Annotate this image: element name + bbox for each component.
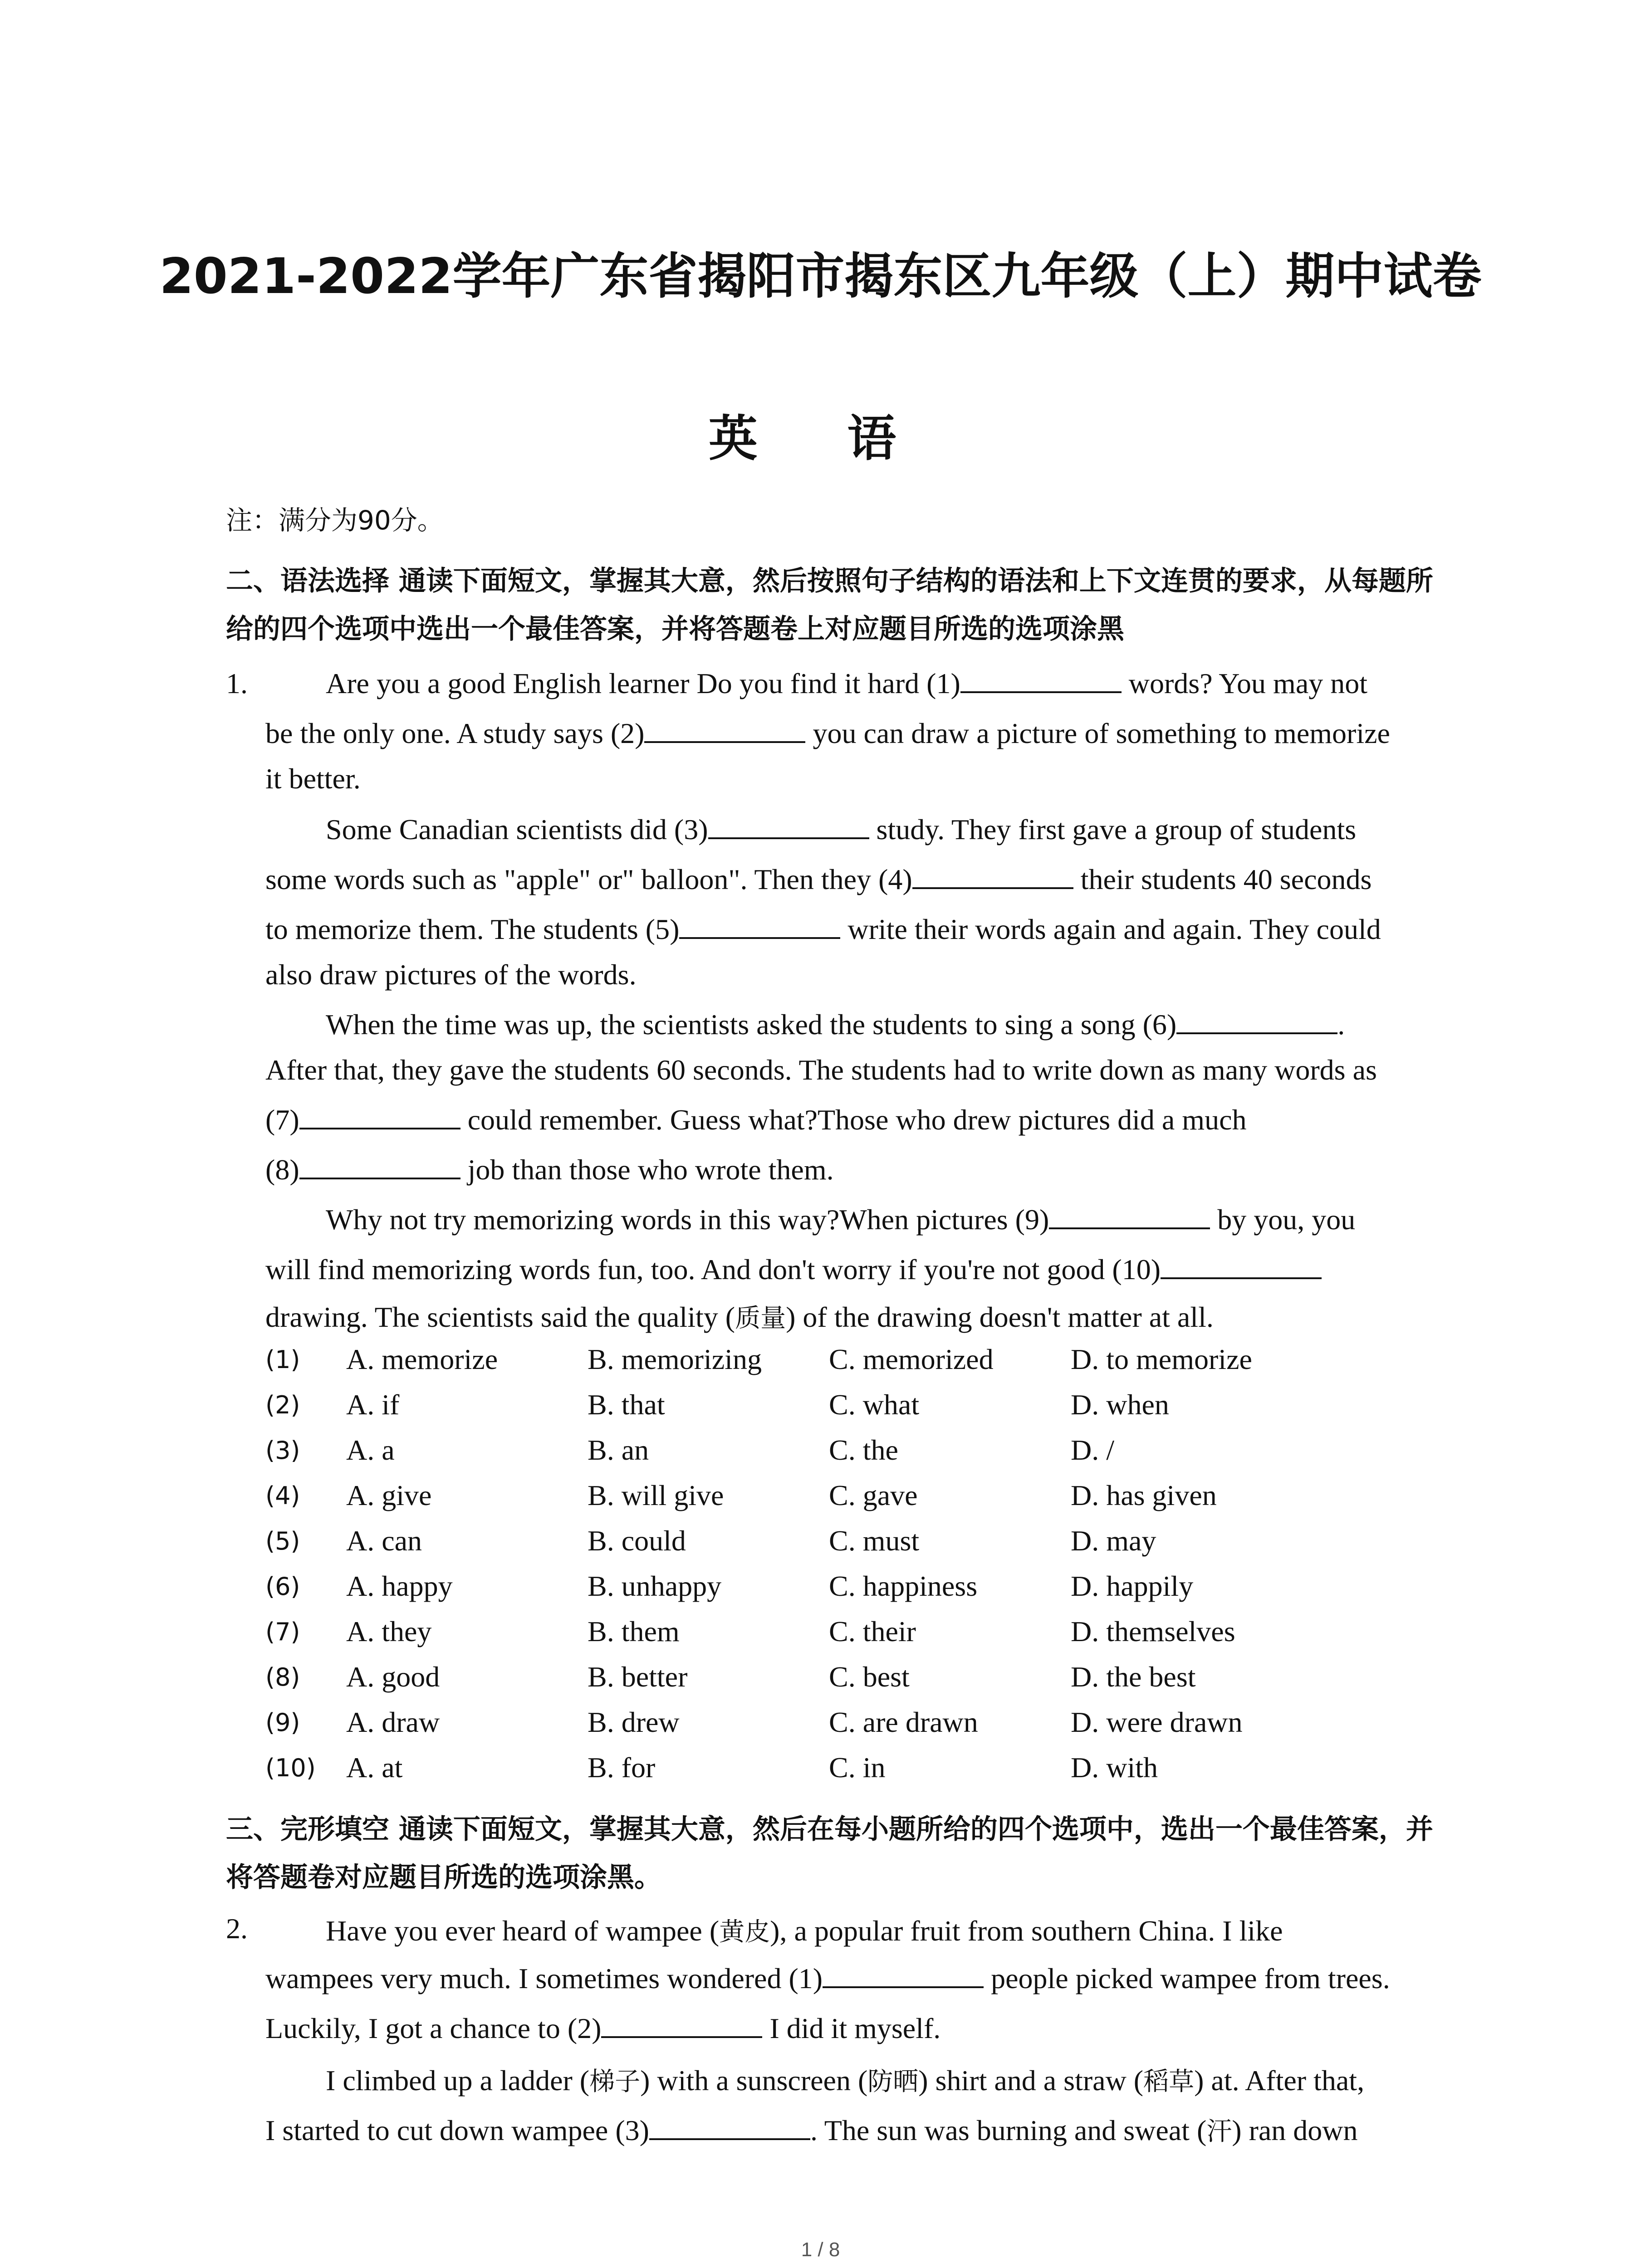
question-number: 2. (226, 1912, 248, 1945)
passage-text: ) ran down (1232, 2114, 1358, 2146)
option-number: (10) (265, 1754, 316, 1782)
option-choice-d[interactable]: D. to memorize (1071, 1343, 1252, 1375)
option-choice-c[interactable]: C. happiness (829, 1570, 978, 1602)
option-choice-d[interactable]: D. themselves (1071, 1615, 1235, 1647)
passage-line (265, 717, 1390, 750)
option-number: (7) (265, 1618, 300, 1646)
chinese-gloss: 梯子 (589, 2067, 641, 2097)
passage-line (265, 863, 1372, 896)
option-choice-b[interactable]: B. could (588, 1525, 686, 1557)
option-number: (1) (265, 1345, 300, 1374)
passage-text: by you, you (1210, 1203, 1356, 1236)
option-choice-a[interactable]: A. if (346, 1388, 400, 1421)
answer-blank[interactable] (601, 2013, 762, 2038)
passage-text: could remember. Guess what?Those who drew pictures did a much (460, 1104, 1247, 1136)
option-choice-b[interactable]: B. drew (588, 1706, 680, 1738)
passage-text: ) shirt and a straw ( (918, 2064, 1144, 2097)
answer-blank[interactable] (708, 814, 869, 839)
passage-text: When the time was up, the scientists asked the students to sing a song (6) (326, 1008, 1177, 1041)
option-choice-c[interactable]: C. gave (829, 1479, 918, 1511)
passage-text: (8) (265, 1154, 299, 1186)
answer-blank[interactable] (1049, 1204, 1210, 1229)
passage-line (326, 2062, 1364, 2098)
passage-text: wampees very much. I sometimes wondered (1) (265, 1962, 823, 1994)
option-choice-b[interactable]: B. will give (588, 1479, 724, 1511)
option-choice-c[interactable]: C. must (829, 1525, 920, 1557)
score-note: 注：满分为90分。 (226, 505, 444, 536)
passage-text: job than those who wrote them. (460, 1154, 834, 1186)
chinese-gloss: 防晒 (867, 2067, 919, 2097)
option-choice-d[interactable]: D. / (1071, 1434, 1114, 1466)
option-number: (4) (265, 1481, 300, 1510)
option-choice-d[interactable]: D. when (1071, 1388, 1169, 1421)
option-choice-c[interactable]: C. their (829, 1615, 916, 1647)
option-choice-c[interactable]: C. the (829, 1434, 898, 1466)
option-number: (6) (265, 1572, 300, 1601)
page-number: 1 / 8 (801, 2239, 840, 2261)
passage-line (265, 1103, 1246, 1137)
passage-line (326, 1008, 1345, 1041)
option-choice-b[interactable]: B. unhappy (588, 1570, 722, 1602)
passage-text: ) of the drawing doesn't matter at all. (786, 1301, 1214, 1333)
option-choice-b[interactable]: B. memorizing (588, 1343, 762, 1375)
passage-text: ) with a sunscreen ( (640, 2064, 868, 2097)
option-choice-a[interactable]: A. good (346, 1661, 440, 1693)
option-choice-b[interactable]: B. an (588, 1434, 649, 1466)
document-title: 2021-2022学年广东省揭阳市揭东区九年级（上）期中试卷 (159, 248, 1482, 305)
chinese-gloss: 黄皮 (719, 1917, 770, 1947)
passage-text: I did it myself. (762, 2012, 941, 2044)
option-number: (9) (265, 1708, 300, 1737)
passage-text: Have you ever heard of wampee ( (326, 1915, 720, 1947)
option-choice-a[interactable]: A. a (346, 1434, 395, 1466)
passage-line (326, 667, 1367, 700)
passage-line (265, 2112, 1358, 2148)
passage-line (265, 1153, 834, 1187)
passage-line: it better. (265, 763, 361, 795)
answer-blank[interactable] (960, 668, 1122, 693)
answer-blank[interactable] (1176, 1009, 1337, 1034)
chinese-gloss: 汗 (1206, 2117, 1232, 2146)
option-choice-b[interactable]: B. that (588, 1388, 665, 1421)
passage-line (265, 913, 1381, 946)
option-choice-a[interactable]: A. at (346, 1751, 403, 1784)
answer-blank[interactable] (644, 718, 805, 743)
option-choice-a[interactable]: A. draw (346, 1706, 440, 1738)
option-choice-b[interactable]: B. them (588, 1615, 680, 1647)
option-number: (3) (265, 1436, 300, 1465)
option-choice-a[interactable]: A. give (346, 1479, 432, 1511)
option-choice-d[interactable]: D. the best (1071, 1661, 1196, 1693)
option-choice-c[interactable]: C. are drawn (829, 1706, 978, 1738)
passage-text: Some Canadian scientists did (3) (326, 813, 708, 846)
option-choice-d[interactable]: D. were drawn (1071, 1706, 1243, 1738)
option-choice-d[interactable]: D. with (1071, 1751, 1158, 1784)
passage-line: also draw pictures of the words. (265, 958, 637, 991)
passage-text: write their words again and again. They could (840, 913, 1381, 945)
option-choice-c[interactable]: C. best (829, 1661, 910, 1693)
answer-blank[interactable] (1161, 1254, 1322, 1279)
chinese-gloss: 稻草 (1143, 2067, 1195, 2097)
passage-text: to memorize them. The students (5) (265, 913, 680, 945)
option-choice-c[interactable]: C. what (829, 1388, 920, 1421)
option-choice-a[interactable]: A. they (346, 1615, 432, 1647)
passage-text: be the only one. A study says (2) (265, 717, 645, 749)
passage-line (326, 1203, 1355, 1237)
passage-line (326, 1912, 1283, 1948)
passage-text: . (1337, 1008, 1345, 1041)
passage-text: study. They first gave a group of students (869, 813, 1357, 846)
option-choice-d[interactable]: D. may (1071, 1525, 1156, 1557)
option-number: (5) (265, 1527, 300, 1555)
passage-text: ) at. After that, (1194, 2064, 1365, 2097)
passage-line (326, 813, 1356, 846)
option-choice-a[interactable]: A. can (346, 1525, 422, 1557)
answer-blank[interactable] (299, 1154, 460, 1179)
passage-text: (7) (265, 1104, 299, 1136)
passage-text: will find memorizing words fun, too. And don't worry if you're not good (10) (265, 1253, 1161, 1286)
option-number: (2) (265, 1391, 300, 1419)
answer-blank[interactable] (679, 914, 840, 939)
answer-blank[interactable] (299, 1104, 460, 1129)
passage-text: I climbed up a ladder ( (326, 2064, 590, 2097)
option-number: (8) (265, 1663, 300, 1691)
option-choice-c[interactable]: C. memorized (829, 1343, 994, 1375)
passage-text: words? You may not (1121, 667, 1367, 699)
question-number: 1. (226, 667, 248, 699)
passage-text: their students 40 seconds (1073, 863, 1372, 895)
passage-line: After that, they gave the students 60 seconds. The students had to write down as many words as (265, 1054, 1377, 1086)
passage-line (265, 1253, 1322, 1286)
passage-text: some words such as "apple" or" balloon". Then they (4) (265, 863, 912, 895)
section-heading-cloze: 三、完形填空 通读下面短文，掌握其大意，然后在每小题所给的四个选项中，选出一个最佳答案，并将答题卷对应题目所选的选项涂黑。 (226, 1813, 1433, 1893)
passage-text: Are you a good English learner Do you find it hard (1) (326, 667, 960, 699)
option-choice-c[interactable]: C. in (829, 1751, 886, 1784)
passage-line (265, 1962, 1390, 1995)
option-choice-a[interactable]: A. happy (346, 1570, 453, 1602)
passage-text: Why not try memorizing words in this way?When pictures (9) (326, 1203, 1049, 1236)
subject-title: 英 语 (708, 411, 933, 467)
option-choice-b[interactable]: B. for (588, 1751, 656, 1784)
passage-line (265, 1298, 1214, 1334)
answer-blank[interactable] (649, 2115, 810, 2140)
option-choice-d[interactable]: D. happily (1071, 1570, 1194, 1602)
passage-line (265, 2012, 941, 2045)
option-choice-d[interactable]: D. has given (1071, 1479, 1217, 1511)
passage-text: people picked wampee from trees. (984, 1962, 1390, 1994)
passage-text: I started to cut down wampee (3) (265, 2114, 649, 2146)
passage-text: . The sun was burning and sweat ( (810, 2114, 1207, 2146)
passage-text: ), a popular fruit from southern China. I like (770, 1915, 1283, 1947)
section-heading-grammar: 二、语法选择 通读下面短文，掌握其大意，然后按照句子结构的语法和上下文连贯的要求，从每题所给的四个选项中选出一个最佳答案，并将答题卷上对应题目所选的选项涂黑 (226, 565, 1433, 645)
option-choice-b[interactable]: B. better (588, 1661, 688, 1693)
answer-blank[interactable] (912, 864, 1073, 889)
passage-text: Luckily, I got a chance to (2) (265, 2012, 602, 2044)
chinese-gloss: 质量 (735, 1304, 786, 1333)
passage-text: you can draw a picture of something to memorize (805, 717, 1390, 749)
answer-blank[interactable] (823, 1963, 984, 1988)
passage-text: drawing. The scientists said the quality ( (265, 1301, 735, 1333)
option-choice-a[interactable]: A. memorize (346, 1343, 498, 1375)
